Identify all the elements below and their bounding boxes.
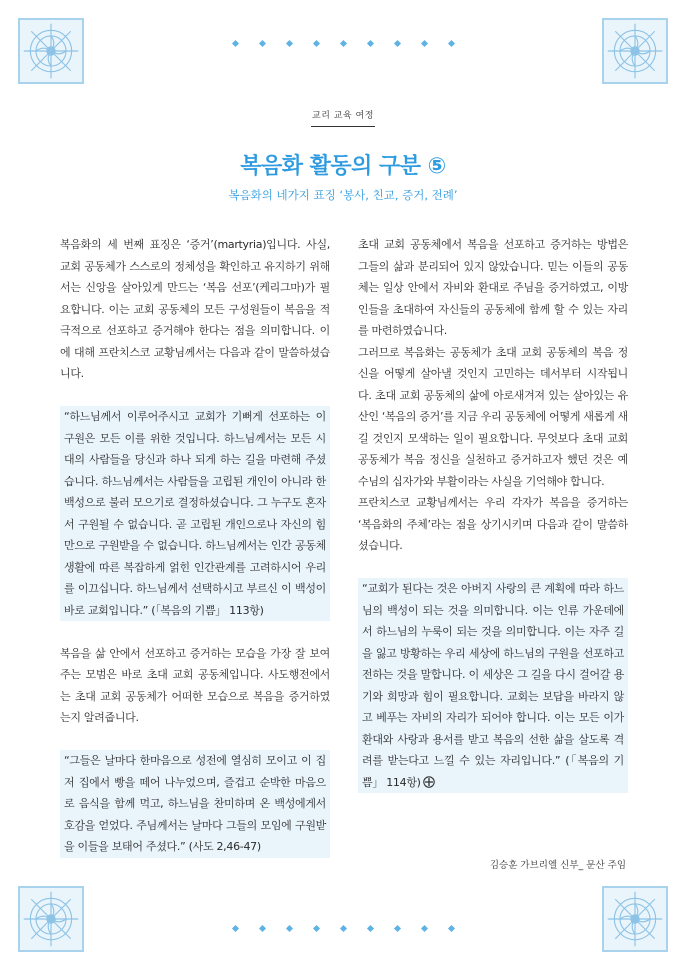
diamond-dot-icon xyxy=(258,924,265,931)
corner-ornament-icon xyxy=(18,18,84,84)
category-label: 교리 교육 여정 xyxy=(312,111,374,121)
left-paragraph-1: 복음화의 세 번째 표징은 ‘증거’(martyria)입니다. 사실, 교회 공동체가 스스로의 정체성을 확인하고 유지하기 위해서는 신앙을 살아있게 만드는 ‘복음 선포’(케리그마)가 필요합니다. 이는 교회 공동체의 모든 구성원들이 복음을 적극적으로 선포하고 증거해야 한다는 점을 의미합니다. 이에 대해 프란치스코 교황님께서는 다음과 같이 말씀하셨습니다. xyxy=(60,238,330,380)
paragraph-gap xyxy=(60,385,330,407)
corner-ornament-icon xyxy=(602,18,668,84)
diamond-dot-icon xyxy=(231,924,238,931)
diamond-dot-icon xyxy=(393,39,400,46)
diamond-dot-icon xyxy=(339,39,346,46)
decorative-dots-bottom xyxy=(200,923,486,933)
diamond-dot-icon xyxy=(258,39,265,46)
page-subtitle: 복음화의 네가지 표징 ‘봉사, 친교, 증거, 전례’ xyxy=(228,188,458,202)
left-quote-2: “그들은 날마다 한마음으로 성전에 열심히 모이고 이 집 저 집에서 빵을 떼어 나누었으며, 즐겁고 순박한 마음으로 음식을 함께 먹고, 하느님을 찬미하며 온 백성에게서 호감을 얻었다. 주님께서는 날마다 그들의 모임에 구원받을 이들을 보태어 주셨다.” (사도 2,46-47) xyxy=(60,750,330,858)
diamond-dot-icon xyxy=(285,39,292,46)
diamond-dot-icon xyxy=(366,39,373,46)
right-paragraph-1: 초대 교회 공동체에서 복음을 선포하고 증거하는 방법은 그들의 삶과 분리되어 있지 않았습니다. 믿는 이들의 공동체는 일상 안에서 자비와 환대로 주님을 증거하였고, 이방인들을 초대하여 자신들의 공동체에 함께 할 수 있는 자리를 마련하였습니다. xyxy=(358,238,628,337)
corner-ornament-icon xyxy=(18,886,84,952)
category-divider xyxy=(311,126,375,127)
right-quote-text: “교회가 된다는 것은 아버지 사랑의 큰 계획에 따라 하느님의 백성이 되는 것을 의미합니다. 이는 인류 가운데에서 하느님의 누룩이 되는 것을 의미합니다. 이는 자주 길을 잃고 방황하는 우리 세상에 하느님의 구원을 선포하고 전하는 것을 말합니다. 이 세상은 그 길을 다시 걸어갈 용기와 희망과 힘이 필요합니다. 교회는 보답을 바라지 않고 베푸는 자비의 자리가 되어야 합니다. 이는 모든 이가 환대와 사랑과 용서를 받고 복음의 선한 삶을 살도록 격려를 받는다고 느낄 수 있는 자리입니다.” (「복음의 기쁨」 114항) xyxy=(362,582,624,789)
end-cross-icon xyxy=(423,774,435,786)
left-column xyxy=(60,234,330,858)
diamond-dot-icon xyxy=(420,924,427,931)
diamond-dot-icon xyxy=(447,924,454,931)
paragraph-gap xyxy=(358,557,628,579)
right-quote xyxy=(358,578,628,793)
right-paragraph-2: 그러므로 복음화는 공동체가 초대 교회 공동체의 복음 정신을 어떻게 살아낼 것인지 고민하는 데서부터 시작됩니다. 초대 교회 공동체의 삶에 아로새겨져 있는 살아있는 유산인 ‘복음의 증거’를 지금 우리 공동체에 어떻게 새롭게 새길 것인지 모색하는 일이 필요합니다. 무엇보다 초대 교회 공동체가 복음 정신을 실천하고 증거하고자 했던 것은 예수님의 십자가와 부활이라는 사실을 기억해야 합니다. xyxy=(358,345,628,488)
diamond-dot-icon xyxy=(231,39,238,46)
diamond-dot-icon xyxy=(393,924,400,931)
diamond-dot-icon xyxy=(447,39,454,46)
left-paragraph-2: 복음을 삶 안에서 선포하고 증거하는 모습을 가장 잘 보여주는 모범은 바로 초대 교회 공동체입니다. 사도행전에서는 초대 교회 공동체가 어떠한 모습으로 복음을 증거하였는지 알려줍니다. xyxy=(60,646,330,724)
diamond-dot-icon xyxy=(312,39,319,46)
decorative-dots-top xyxy=(200,38,486,48)
right-column xyxy=(358,234,628,793)
right-paragraph-3: 프란치스코 교황님께서는 우리 각자가 복음을 증거하는 ‘복음화의 주체’라는 점을 상기시키며 다음과 같이 말씀하셨습니다. xyxy=(358,496,628,552)
left-quote-1: “하느님께서 이루어주시고 교회가 기뻐게 선포하는 이 구원은 모든 이를 위한 것입니다. 하느님께서는 모든 시대의 사람들을 당신과 하나 되게 하는 길을 마련해 주셨습니다. 하느님께서는 사람들을 고립된 개인이 아니라 한 백성으로 불러 모으기로 결정하셨습니다. 그 누구도 혼자서 구원될 수 없습니다. 곧 고립된 개인으로나 자신의 힘만으로 구원받을 수 없습니다. 하느님께서는 인간 공동체 생활에 따른 복잡하게 얽힌 인간관계를 고려하시어 우리를 이끄십니다. 하느님께서 선택하시고 부르신 이 백성이 바로 교회입니다.” (「복음의 기쁨」 113항) xyxy=(60,406,330,621)
diamond-dot-icon xyxy=(312,924,319,931)
paragraph-gap xyxy=(60,729,330,751)
diamond-dot-icon xyxy=(285,924,292,931)
diamond-dot-icon xyxy=(420,39,427,46)
paragraph-gap xyxy=(60,621,330,643)
diamond-dot-icon xyxy=(339,924,346,931)
corner-ornament-icon xyxy=(602,886,668,952)
page-title: 복음화 활동의 구분 ⑤ xyxy=(240,154,446,179)
author-credit: 김승훈 가브리엘 신부_ 문산 주임 xyxy=(489,860,626,871)
diamond-dot-icon xyxy=(366,924,373,931)
